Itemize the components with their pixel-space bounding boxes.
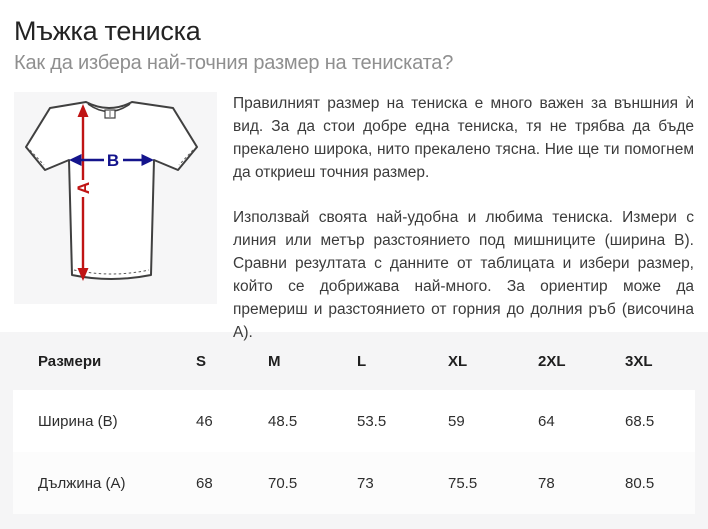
width-value-2xl: 64	[538, 412, 555, 430]
height-label-a: A	[74, 181, 93, 195]
length-value-m: 70.5	[268, 474, 298, 492]
length-value-xl: 75.5	[448, 474, 478, 492]
width-label-b: B	[106, 151, 120, 170]
size-table	[13, 332, 695, 514]
width-value-m: 48.5	[268, 412, 298, 430]
size-header-xl: XL	[448, 352, 468, 370]
length-value-s: 68	[196, 474, 213, 492]
width-value-3xl: 68.5	[625, 412, 655, 430]
size-header-l: L	[357, 352, 367, 370]
intro-paragraph-1: Правилният размер на тениска е много важен за външния ѝ вид. За да стои добре една тениска, тя не трябва да бъде прекалено широка, нито прекалено тясна. Ние ще ти помогнем да откриеш точния размер.	[233, 95, 694, 181]
intro-paragraph-2: Използвай своята най-удобна и любима тениска. Измери с линия или метър разстоянието под мишниците (ширина B). Сравни резултата с данните от таблицата и избери размер, който се добрижава най-много. За ориентир може да премериш и разстоянието от горния до долния ръб (височина A).	[233, 209, 694, 341]
table-row-width	[13, 390, 695, 452]
size-header-2xl: 2XL	[538, 352, 566, 370]
page-subtitle: Как да избера най-точния размер на тениската?	[14, 52, 454, 74]
size-header-3xl: 3XL	[625, 352, 653, 370]
length-value-2xl: 78	[538, 474, 555, 492]
row-label-length: Дължина (A)	[38, 474, 126, 492]
page-title: Мъжка тениска	[14, 16, 201, 46]
table-row-length	[13, 452, 695, 514]
length-value-l: 73	[357, 474, 374, 492]
size-header-m: M	[268, 352, 281, 370]
width-value-s: 46	[196, 412, 213, 430]
intro-row	[14, 92, 694, 344]
row-label-width: Ширина (B)	[38, 412, 118, 430]
size-header-s: S	[196, 352, 207, 370]
tshirt-outline	[26, 102, 197, 279]
width-value-xl: 59	[448, 412, 465, 430]
tshirt-measurement-diagram	[14, 92, 217, 304]
length-value-3xl: 80.5	[625, 474, 655, 492]
tshirt-diagram-svg	[14, 92, 217, 304]
width-value-l: 53.5	[357, 412, 387, 430]
size-table-section	[0, 332, 708, 514]
intro-text	[233, 92, 694, 344]
size-table-header-label: Размери	[38, 352, 102, 370]
